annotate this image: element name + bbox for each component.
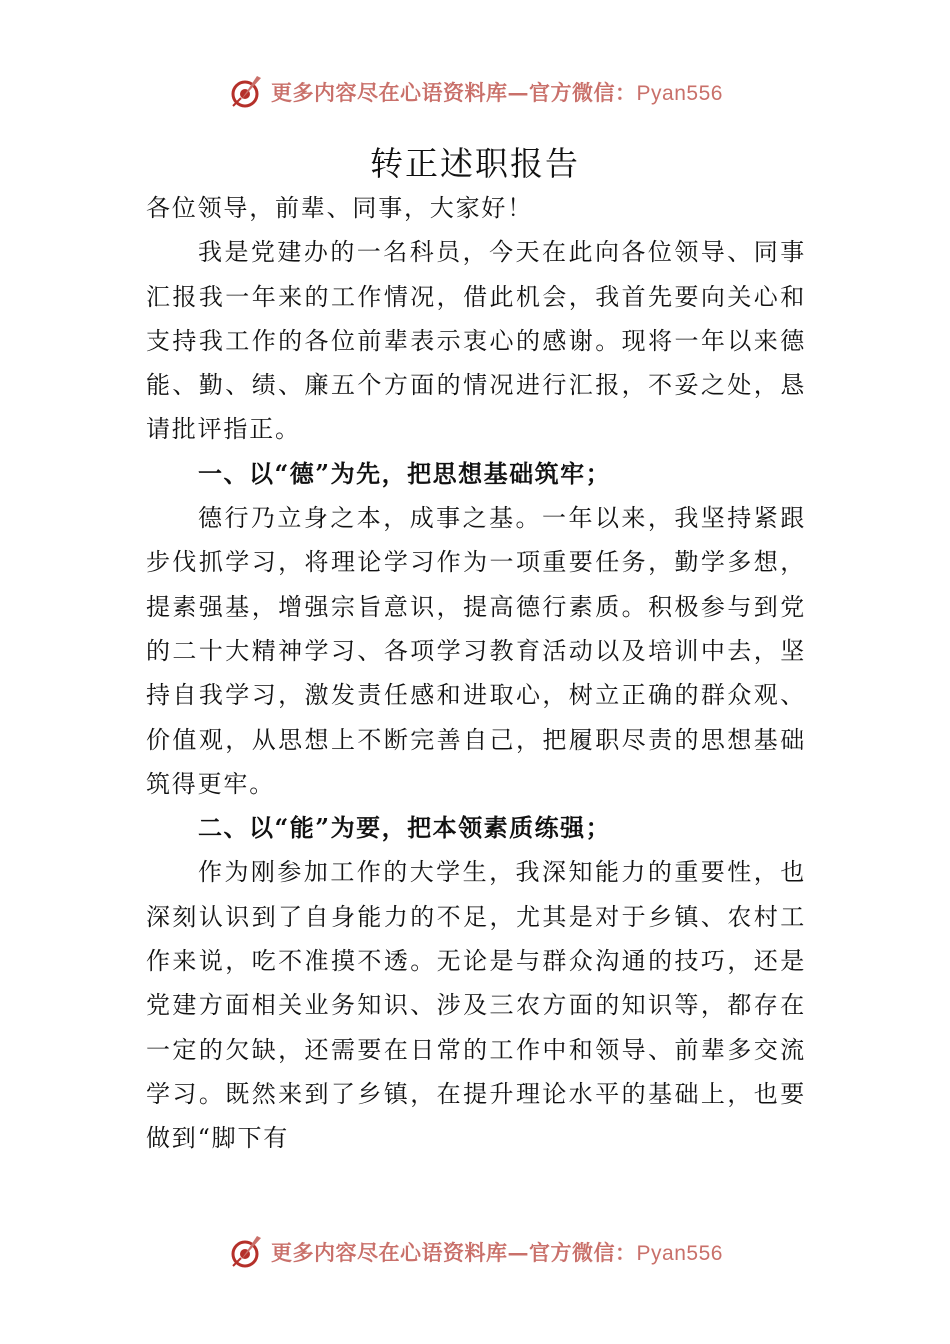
footer-watermark-banner — [0, 1232, 950, 1272]
banner-wechat-id: Pyan556 — [636, 82, 723, 105]
section2-paragraph: 作为刚参加工作的大学生，我深知能力的重要性，也深刻认识到了自身能力的不足，尤其是对于乡镇、农村工作来说，吃不准摸不透。无论是与群众沟通的技巧，还是党建方面相关业务知识、涉及三农方面的知识等，都存在一定的欠缺，还需要在日常的工作中和领导、前辈多交流学习。既然来到了乡镇，在提升理论水平的基础上，也要做到“脚下有 — [146, 858, 806, 1153]
banner-text: 更多内容尽在心语资料库—官方微信： — [271, 1240, 637, 1265]
red-quill-circle-logo-icon — [227, 1232, 267, 1272]
banner-wechat-id: Pyan556 — [636, 1242, 723, 1265]
banner-text: 更多内容尽在心语资料库—官方微信： — [271, 80, 637, 105]
document-body — [146, 186, 806, 1161]
greeting-paragraph: 各位领导，前辈、同事，大家好！ — [146, 194, 533, 222]
document-title: 转正述职报告 — [370, 144, 580, 183]
section1-paragraph: 德行乃立身之本，成事之基。一年以来，我坚持紧跟步伐抓学习，将理论学习作为一项重要任务，勤学多想，提素强基，增强宗旨意识，提高德行素质。积极参与到党的二十大精神学习、各项学习教育活动以及培训中去，坚持自我学习，激发责任感和进取心，树立正确的群众观、价值观，从思想上不断完善自己，把履职尽责的思想基础筑得更牢。 — [146, 504, 806, 798]
header-watermark-banner — [0, 72, 950, 112]
intro-paragraph: 我是党建办的一名科员，今天在此向各位领导、同事汇报我一年来的工作情况，借此机会，我首先要向关心和支持我工作的各位前辈表示衷心的感谢。现将一年以来德能、勤、绩、廉五个方面的情况进行汇报，不妥之处，恳请批评指正。 — [146, 238, 806, 444]
section2-heading: 二、以“能”为要，把本领素质练强； — [198, 813, 612, 843]
section1-heading: 一、以“德”为先，把思想基础筑牢； — [198, 458, 612, 488]
red-quill-circle-logo-icon — [227, 72, 267, 112]
